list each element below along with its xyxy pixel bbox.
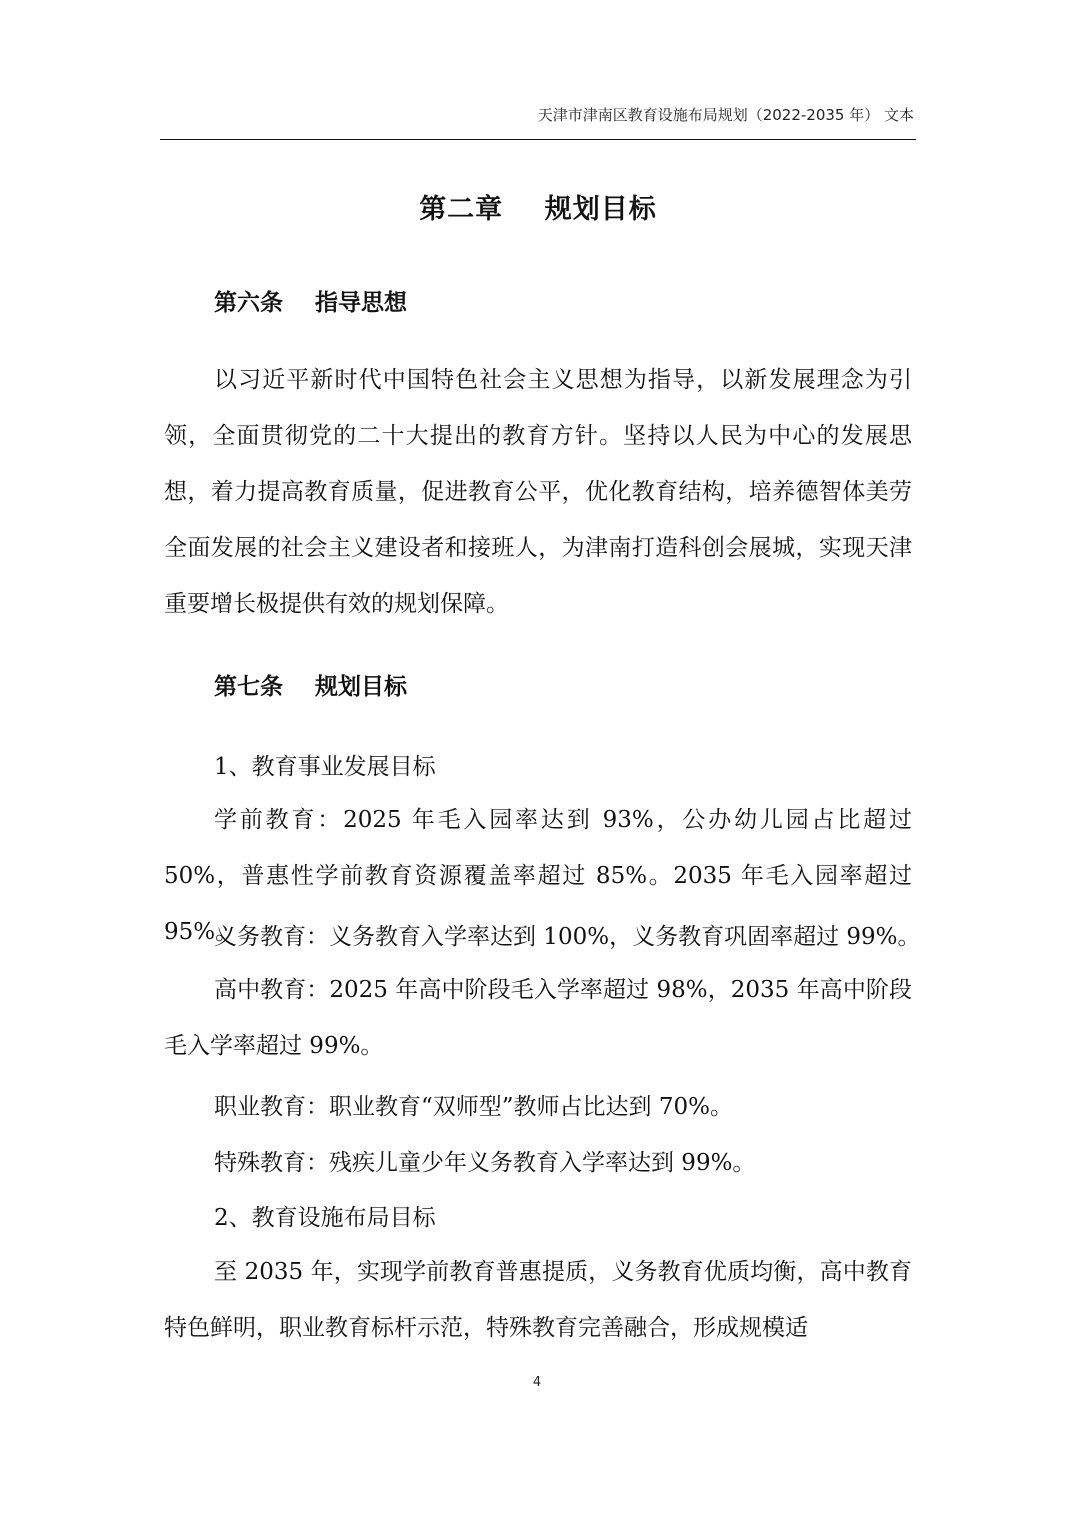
layout-goal-paragraph: 至 2035 年，实现学前教育普惠提质，义务教育优质均衡，高中教育特色鲜明，职业教育标杆示范，特殊教育完善融合，形成规模适 <box>164 1259 912 1341</box>
article-7-title: 第七条 规划目标 <box>214 674 408 700</box>
header-divider <box>160 139 916 140</box>
vocational-goal: 职业教育：职业教育“双师型”教师占比达到 70%。 <box>214 1094 733 1120</box>
special-education-goal: 特殊教育：残疾儿童少年义务教育入学率达到 99%。 <box>214 1150 756 1176</box>
article-6-title: 第六条 指导思想 <box>214 290 408 316</box>
running-header: 天津市津南区教育设施布局规划（2022-2035 年） 文本 <box>537 106 914 124</box>
compulsory-goal: 义务教育：义务教育入学率达到 100%，义务教育巩固率超过 99%。 <box>214 924 921 950</box>
preschool-goal: 学前教育：2025 年毛入园率达到 93%，公办幼儿园占比超过 50%，普惠性学前教育资源覆盖率超过 85%。2035 年毛入园率超过 95%。 <box>164 807 912 945</box>
page-number: 4 <box>532 1375 542 1390</box>
article-6-paragraph: 以习近平新时代中国特色社会主义思想为指导，以新发展理念为引领，全面贯彻党的二十大提出的教育方针。坚持以人民为中心的发展思想，着力提高教育质量，促进教育公平，优化教育结构，培养德智体美劳全面发展的社会主义建设者和接班人，为津南打造科创会展城，实现天津重要增长极提供有效的规划保障。 <box>164 367 912 617</box>
section-1-heading: 1、教育事业发展目标 <box>214 754 436 780</box>
chapter-title: 第二章 规划目标 <box>419 194 657 225</box>
section-2-heading: 2、教育设施布局目标 <box>214 1205 436 1231</box>
high-school-goal: 高中教育：2025 年高中阶段毛入学率超过 98%，2035 年高中阶段毛入学率超过 99%。 <box>164 977 912 1059</box>
